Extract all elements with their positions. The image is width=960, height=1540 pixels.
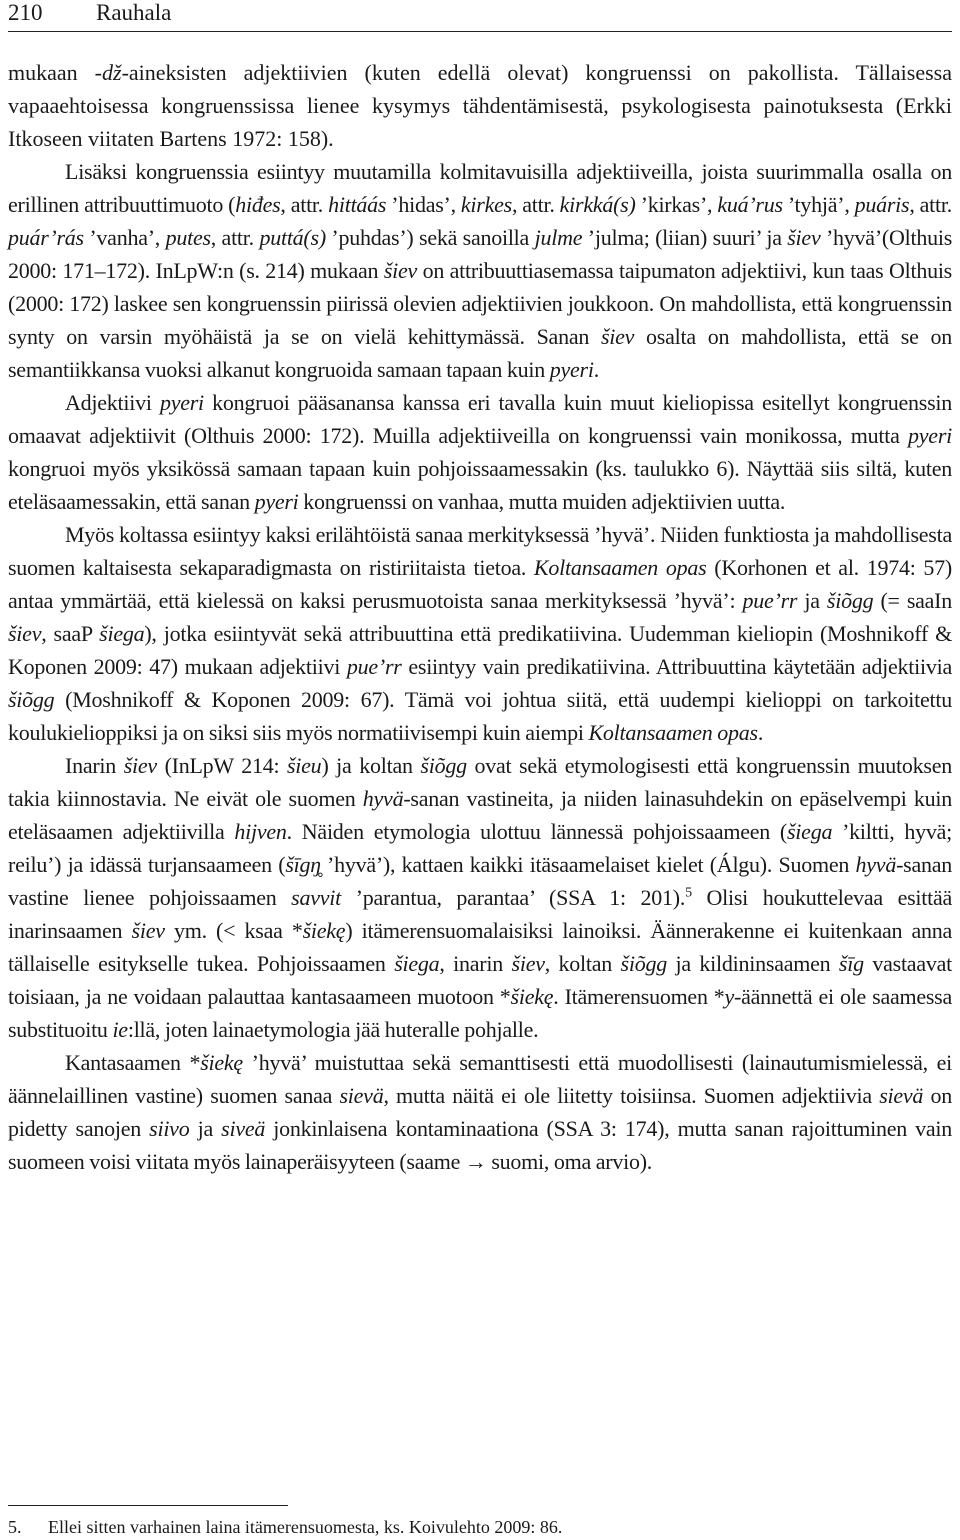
footnote-number: 5.	[8, 1517, 22, 1537]
text-run: -sanan vastineita, ja niiden lainasuhdekin on epäselvempi kuin eteläsaamen adjektiivilla	[8, 786, 952, 844]
italic-term: šiev	[511, 951, 545, 976]
italic-term: dž	[102, 60, 122, 85]
text-run: . Itämerensuomen *	[553, 984, 725, 1009]
text-run: ovat sekä etymologisesti että kongruenssin muutoksen takia kiinnostavia. Ne eivät ole suomen	[8, 753, 952, 811]
italic-term: hijven	[234, 819, 287, 844]
text-run: ), jotka esiintyvät sekä attribuuttina että predikatiivina. Uudemman kieliopin (Moshnikoff & Koponen 2009: 47) mukaan adjektiivi	[8, 621, 952, 679]
text-run: jonkinlaisena kontaminaationa (SSA 3: 174), mutta sanan rajoittuminen vain suomeen voisi viitata myös lainaperäisyyteen (saame → suomi, oma arvio).	[8, 1116, 952, 1174]
paragraph	[8, 749, 952, 1046]
italic-term: šiekę	[200, 1050, 243, 1075]
text-run: .	[593, 357, 599, 382]
italic-term: pyeri	[159, 390, 204, 415]
text-run: ’kirkas’,	[635, 192, 718, 217]
italic-term: šiev	[383, 258, 418, 283]
italic-term: siveä	[221, 1116, 266, 1141]
italic-term: šiev	[787, 225, 821, 250]
italic-term: šīgŋ̥	[285, 852, 321, 877]
italic-term: pyeri	[549, 357, 594, 382]
paragraph	[8, 518, 952, 749]
text-run: Lisäksi kongruenssia esiintyy muutamilla kolmitavuisilla adjektiiveilla, joista suurimmalla osalla on erillinen attribuuttimuoto (	[8, 159, 952, 217]
footnote-rule	[8, 1505, 288, 1506]
text-run: kongruoi myös yksikössä samaan tapaan kuin pohjoissaamessakin (ks. taulukko 6). Näyttää siis siltä, kuten eteläsaamessakin, että sanan	[8, 456, 952, 514]
body-text	[8, 56, 952, 1178]
text-run: Myös koltassa esiintyy kaksi erilähtöistä sanaa merkityksessä ’hyvä’. Niiden funktiosta ja mahdollisesta suomen kaltaisesta sekaparadigmasta on ristiriitaista tietoa.	[8, 522, 952, 580]
text-run: Inarin	[65, 753, 124, 778]
italic-term: julme	[534, 225, 583, 250]
italic-term: šiev	[123, 753, 157, 778]
text-run: (= saaIn	[873, 588, 952, 613]
page-number: 210	[8, 0, 43, 25]
text-run: (Korhonen et al. 1974: 57) antaa ymmärtää, että kielessä on kaksi perusmuotoista sanaa merkityksessä ’hyvä’:	[8, 555, 953, 613]
text-run: ’parantua, parantaa’ (SSA 1: 201).	[340, 885, 686, 910]
text-run: kongruenssi on vanhaa, mutta muiden adjektiivien uutta.	[298, 489, 786, 514]
text-run: Olisi houkuttelevaa esittää inarinsaamen	[8, 885, 953, 943]
text-run: ’vanha’,	[83, 225, 166, 250]
text-run: , attr.	[280, 192, 329, 217]
text-run: ) itämerensuomalaisiksi lainoiksi. Äännerakenne ei kuitenkaan anna tällaiselle esitykselle tukea. Pohjoissaamen	[8, 918, 952, 976]
italic-term: kirkes	[460, 192, 512, 217]
text-run: -äännettä ei ole saamessa substituoitu	[8, 984, 953, 1042]
italic-term: šiev	[131, 918, 165, 943]
text-run: ja	[797, 588, 827, 613]
italic-term: puár’rás	[8, 225, 84, 250]
italic-term: šiega	[787, 819, 833, 844]
text-run: :llä, joten lainaetymologia jää huteralle pohjalle.	[127, 1017, 539, 1042]
text-run: mukaan -	[8, 60, 102, 85]
text-run: Adjektiivi	[65, 390, 160, 415]
header-rule	[8, 31, 952, 32]
italic-term: šieu	[286, 753, 322, 778]
italic-term: kuá’rus	[717, 192, 783, 217]
italic-term: šiev	[600, 324, 635, 349]
italic-term: sievä	[879, 1083, 924, 1108]
italic-term: hyvä	[855, 852, 897, 877]
text-run: esiintyy vain predikatiivina. Attribuuttina käytetään adjektiivia	[401, 654, 952, 679]
italic-term: šiev	[8, 621, 42, 646]
footnote-text: Ellei sitten varhainen laina itämerensuomesta, ks. Koivulehto 2009: 86.	[48, 1517, 563, 1537]
paragraph	[8, 1046, 952, 1178]
text-run: ’hyvä’), kattaen kaikki itäsaamelaiset kielet (Álgu). Suomen	[320, 852, 856, 877]
italic-term: savvit	[291, 885, 341, 910]
italic-term: pue’rr	[346, 654, 402, 679]
text-run: ’puhdas’) sekä sanoilla	[325, 225, 535, 250]
italic-term: šiekę	[302, 918, 346, 943]
text-run: , saaP	[41, 621, 100, 646]
text-run: vastaavat toisiaan, ja ne voidaan palauttaa kantasaameen muotoon *	[8, 951, 952, 1009]
paragraph	[8, 56, 952, 155]
italic-term: putes	[165, 225, 211, 250]
italic-term: šīg	[838, 951, 864, 976]
footnote-ref: 5	[685, 885, 692, 901]
italic-term: šiega	[99, 621, 145, 646]
running-head: Rauhala	[96, 0, 172, 25]
text-run: , attr.	[210, 225, 260, 250]
text-run: ’hidas’,	[386, 192, 461, 217]
text-run: -sanan vastine lienee pohjoissaamen	[8, 852, 952, 910]
text-run: ’tyhjä’,	[782, 192, 855, 217]
text-run: , koltan	[544, 951, 621, 976]
text-run: ja kildininsaamen	[666, 951, 839, 976]
italic-term: Koltansaamen opas	[533, 555, 707, 580]
text-run: .	[757, 720, 764, 745]
italic-term: sievä	[339, 1083, 384, 1108]
text-run: osalta on mahdollista, että se on semantiikkansa vuoksi alkanut kongruoida samaan tapaan kuin	[8, 324, 952, 382]
italic-term: šiega	[394, 951, 440, 976]
italic-term: kirkká(s)	[559, 192, 636, 217]
text-run: kongruoi pääsanansa kanssa eri tavalla kuin muut kieliopissa esitellyt kongruenssin omaavat adjektiivit (Olthuis 2000: 172). Muilla adjektiiveilla on kongruenssi vain monikossa, mutta	[8, 390, 952, 448]
text-run: on attribuuttiasemassa taipumaton adjektiivi, kun taas Olthuis (2000: 172) laskee sen kongruenssin piirissä olevien adjektiivien joukkoon. On mahdollista, että kongruenssin synty on varsin myöhäistä ja se on vielä kehittymässä. Sanan	[8, 258, 952, 349]
italic-term: šiekę	[510, 984, 554, 1009]
text-run: , inarin	[439, 951, 512, 976]
italic-term: pyeri	[908, 423, 952, 448]
italic-term: puttá(s)	[259, 225, 326, 250]
text-run: ’kiltti, hyvä; reilu’) ja idässä turjansaameen (	[8, 819, 953, 877]
text-run: -aineksisten adjektiivien (kuten edellä olevat) kongruenssi on pakollista. Tällaisessa vapaaehtoisessa kongruenssissa lienee kysymys tähdentämisestä, psykologisesta painotuksesta (Erkki Itkoseen viitaten Bartens 1972: 158).	[8, 60, 952, 151]
text-run: . Näiden etymologia ulottuu lännessä pohjoissaameen (	[286, 819, 787, 844]
italic-term: Koltansaamen opas	[588, 720, 758, 745]
text-run: , mutta näitä ei ole liitetty toisiinsa. Suomen adjektiivia	[383, 1083, 880, 1108]
text-run: (InLpW 214:	[156, 753, 287, 778]
italic-term: pue’rr	[742, 588, 798, 613]
text-run: on pidetty sanojen	[8, 1083, 953, 1141]
text-run: ’julma; (liian) suuri’ ja	[582, 225, 788, 250]
italic-term: šiõgg	[620, 951, 667, 976]
italic-term: šiõgg	[8, 687, 55, 712]
text-run: ja	[189, 1116, 222, 1141]
italic-term: šiõgg	[420, 753, 467, 778]
paragraph	[8, 386, 952, 518]
italic-term: siivo	[149, 1116, 190, 1141]
italic-term: y	[724, 984, 735, 1009]
italic-term: pyeri	[254, 489, 299, 514]
italic-term: hiđes	[235, 192, 281, 217]
text-run: ’hyvä’ muistuttaa sekä semanttisesti että muodollisesti (lainautumismielessä, ei äännelaillinen vastine) suomen sanaa	[8, 1050, 953, 1108]
italic-term: šiõgg	[826, 588, 874, 613]
footnote	[8, 1516, 562, 1538]
text-run: ’hyvä’(Olthuis 2000: 171–172). InLpW:n (s. 214) mukaan	[8, 225, 953, 283]
text-run: ) ja koltan	[321, 753, 421, 778]
text-run: , attr.	[511, 192, 560, 217]
text-run: Kantasaamen *	[65, 1050, 201, 1075]
text-run: , attr.	[909, 192, 953, 217]
italic-term: hittáás	[328, 192, 387, 217]
page-header	[8, 0, 952, 32]
italic-term: puáris	[854, 192, 910, 217]
italic-term: ie	[112, 1017, 128, 1042]
text-run: (Moshnikoff & Koponen 2009: 67). Tämä voi johtua siitä, että uudempi kielioppi on tarkoitettu koulukielioppiksi ja on siksi siis myös normatiivisempi kuin aiempi	[8, 687, 952, 745]
italic-term: hyvä	[362, 786, 404, 811]
text-run: ym. (< ksaa *	[164, 918, 303, 943]
paragraph	[8, 155, 952, 386]
